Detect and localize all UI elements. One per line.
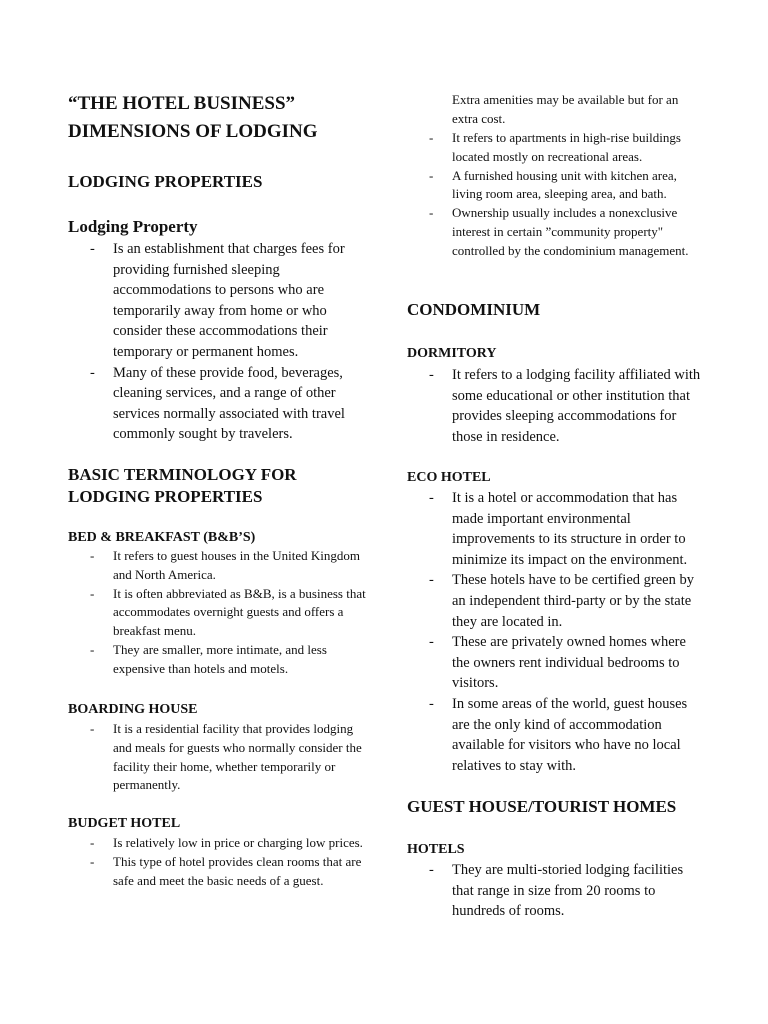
list-item: - They are smaller, more intimate, and less expensive than hotels and motels. [68,641,368,679]
document-title-line1: “THE HOTEL BUSINESS” [68,93,296,114]
dormitory-list [407,365,707,447]
list-item: - Is an establishment that charges fees for providing furnished sleeping accommodations to persons who are temporarily away from home or who consider these accommodations their temporary or permanent homes. [68,239,368,363]
hotels-list [407,860,707,922]
lodging-properties-heading: LODGING PROPERTIES [68,172,263,191]
list-item: - It refers to a lodging facility affiliated with some educational or other institution that provides sleeping accommodations for those in residence. [407,365,707,447]
budget-hotel-list [68,834,368,890]
eco-hotel-heading: ECO HOTEL [407,470,491,485]
bnb-heading: BED & BREAKFAST (B&B’S) [68,530,256,545]
dormitory-heading: DORMITORY [407,346,497,361]
hotels-heading: HOTELS [407,842,465,857]
list-item: - It refers to apartments in high-rise buildings located mostly on recreational areas. [407,129,707,167]
document-title-line2: DIMENSIONS OF LODGING [68,121,318,142]
condo-continuation-text: Extra amenities may be available but for an extra cost. [452,92,679,126]
condominium-heading: CONDOMINIUM [407,300,541,319]
list-item: - It is a residential facility that provides lodging and meals for guests who normally consider the facility their home, whether temporarily or permanently. [68,720,368,795]
list-item: - In some areas of the world, guest houses are the only kind of accommodation available for visitors who have no local relatives to stay with. [407,694,707,776]
list-item: - They are multi-storied lodging facilities that range in size from 20 rooms to hundreds of rooms. [407,860,707,922]
list-item: - These are privately owned homes where the owners rent individual bedrooms to visitors. [407,632,707,694]
basic-terminology-line2: LODGING PROPERTIES [68,487,263,506]
list-item: - Ownership usually includes a nonexclusive interest in certain ”community property" controlled by the condominium management. [407,204,707,260]
document-title [68,90,318,146]
condominium-list [407,129,707,261]
guest-house-heading: GUEST HOUSE/TOURIST HOMES [407,797,677,816]
basic-terminology-line1: BASIC TERMINOLOGY FOR [68,465,297,484]
eco-hotel-list [407,488,707,776]
list-item: - This type of hotel provides clean rooms that are safe and meet the basic needs of a guest. [68,853,368,891]
boarding-house-heading: BOARDING HOUSE [68,702,198,717]
list-item: - It is often abbreviated as B&B, is a business that accommodates overnight guests and offers a breakfast menu. [68,585,368,641]
list-item: - It refers to guest houses in the United Kingdom and North America. [68,547,368,585]
list-item: - It is a hotel or accommodation that has made important environmental improvements to its structure in order to minimize its impact on the environment. [407,488,707,570]
boarding-house-list [68,720,368,795]
list-item: - Is relatively low in price or charging low prices. [68,834,368,853]
bnb-list [68,547,368,679]
list-item: - Many of these provide food, beverages, cleaning services, and a range of other services normally associated with travel commonly sought by travelers. [68,363,368,445]
budget-hotel-heading: BUDGET HOTEL [68,816,181,831]
list-item: - These hotels have to be certified green by an independent third-party or by the state they are located in. [407,570,707,632]
list-item: - A furnished housing unit with kitchen area, living room area, sleeping area, and bath. [407,167,707,205]
lodging-property-list [68,239,368,445]
lodging-property-heading: Lodging Property [68,217,198,236]
basic-terminology-heading [68,464,297,508]
